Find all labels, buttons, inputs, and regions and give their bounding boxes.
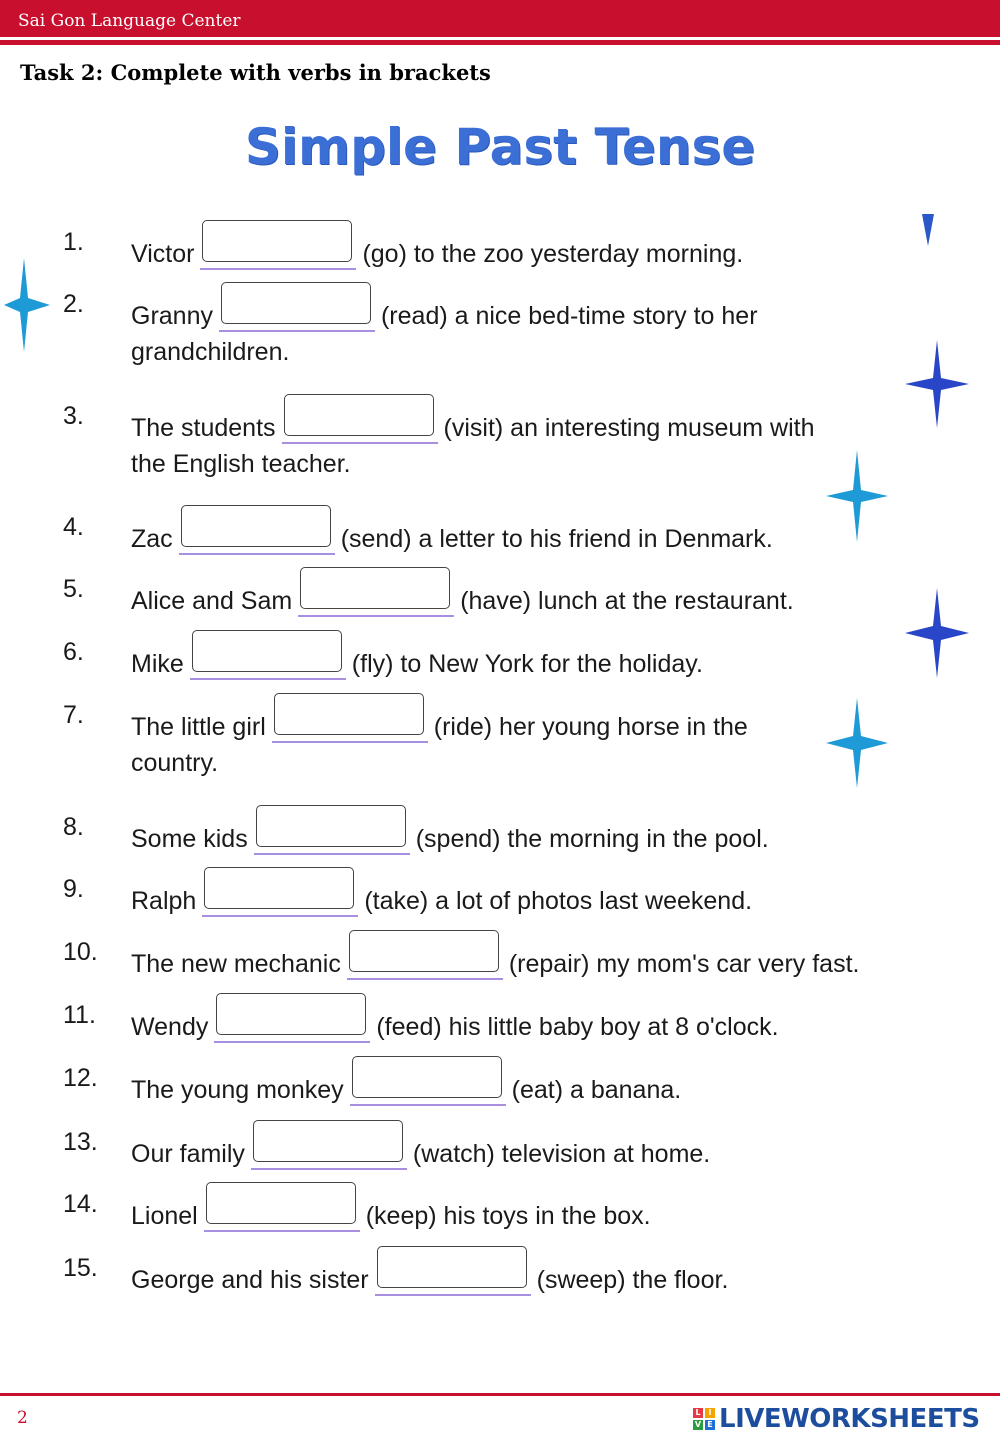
task-title: Task 2: Complete with verbs in brackets — [20, 60, 491, 85]
answer-underline — [200, 268, 356, 270]
answer-box[interactable] — [300, 567, 450, 609]
question-text — [131, 875, 752, 916]
question-subject: Our family — [131, 1140, 245, 1168]
answer-input[interactable] — [179, 513, 335, 553]
question-text — [131, 1064, 681, 1105]
question-text — [131, 513, 773, 554]
answer-input[interactable] — [350, 1064, 506, 1104]
question-subject: The little girl — [131, 713, 266, 741]
question-text — [131, 638, 703, 679]
answer-underline — [179, 553, 335, 555]
answer-box[interactable] — [284, 394, 434, 436]
answer-input[interactable] — [204, 1190, 360, 1230]
question-rest: (repair) my mom's car very fast. — [508, 950, 860, 978]
answer-underline — [190, 678, 346, 680]
question-rest: (ride) her young horse in the — [433, 713, 748, 741]
question-text — [131, 1254, 728, 1295]
question-rest: (watch) television at home. — [412, 1140, 711, 1168]
question-rest: (keep) his toys in the box. — [365, 1202, 651, 1230]
question-rest: (eat) a banana. — [511, 1076, 682, 1104]
question-text — [131, 228, 743, 269]
liveworksheets-logo — [693, 1404, 980, 1434]
question-number: 8. — [63, 813, 84, 841]
question-rest: (spend) the morning in the pool. — [415, 825, 769, 853]
footer-divider — [0, 1393, 1000, 1396]
question-number: 10. — [63, 938, 98, 966]
answer-box[interactable] — [274, 693, 424, 735]
question-number: 2. — [63, 290, 84, 318]
question-text — [131, 402, 815, 443]
answer-box[interactable] — [206, 1182, 356, 1224]
question-number: 4. — [63, 513, 84, 541]
worksheet-title: Simple Past Tense — [244, 118, 756, 176]
answer-box[interactable] — [256, 805, 406, 847]
star-icon — [826, 698, 888, 788]
answer-input[interactable] — [219, 290, 375, 330]
answer-box[interactable] — [377, 1246, 527, 1288]
question-number: 9. — [63, 875, 84, 903]
question-subject: Alice and Sam — [131, 587, 293, 615]
answer-input[interactable] — [214, 1001, 370, 1041]
star-icon — [918, 212, 938, 248]
answer-box[interactable] — [221, 282, 371, 324]
star-icon — [905, 340, 969, 428]
question-continuation: country. — [131, 749, 219, 777]
answer-box[interactable] — [352, 1056, 502, 1098]
header-divider — [0, 40, 1000, 45]
answer-underline — [350, 1104, 506, 1106]
logo-letter: L — [693, 1408, 703, 1418]
answer-underline — [202, 915, 358, 917]
question-text — [131, 938, 859, 979]
answer-underline — [251, 1168, 407, 1170]
question-text — [131, 575, 794, 616]
answer-underline — [254, 853, 410, 855]
question-rest: (take) a lot of photos last weekend. — [364, 887, 753, 915]
question-subject: The new mechanic — [131, 950, 341, 978]
question-text — [131, 1190, 651, 1231]
answer-underline — [204, 1230, 360, 1232]
answer-underline — [219, 330, 375, 332]
answer-underline — [347, 978, 503, 980]
answer-underline — [375, 1294, 531, 1296]
logo-text: LIVEWORKSHEETS — [719, 1404, 980, 1434]
answer-box[interactable] — [216, 993, 366, 1035]
question-continuation: the English teacher. — [131, 450, 351, 478]
star-icon — [4, 258, 50, 352]
answer-box[interactable] — [253, 1120, 403, 1162]
question-subject: Some kids — [131, 825, 248, 853]
answer-underline — [214, 1041, 370, 1043]
answer-input[interactable] — [272, 701, 428, 741]
question-number: 11. — [63, 1001, 96, 1029]
answer-underline — [298, 615, 454, 617]
answer-input[interactable] — [254, 813, 410, 853]
center-name: Sai Gon Language Center — [18, 11, 241, 31]
question-continuation: grandchildren. — [131, 338, 290, 366]
question-rest: (sweep) the floor. — [536, 1266, 729, 1294]
question-text — [131, 701, 748, 742]
question-rest: (feed) his little baby boy at 8 o'clock. — [376, 1013, 779, 1041]
question-number: 5. — [63, 575, 84, 603]
header-bar — [0, 0, 1000, 37]
question-subject: Zac — [131, 525, 173, 553]
answer-input[interactable] — [347, 938, 503, 978]
answer-box[interactable] — [204, 867, 354, 909]
question-number: 3. — [63, 402, 84, 430]
answer-box[interactable] — [181, 505, 331, 547]
question-number: 6. — [63, 638, 84, 666]
question-rest: (fly) to New York for the holiday. — [351, 650, 703, 678]
answer-box[interactable] — [202, 220, 352, 262]
question-number: 14. — [63, 1190, 98, 1218]
question-rest: (send) a letter to his friend in Denmark. — [340, 525, 773, 553]
answer-input[interactable] — [375, 1254, 531, 1294]
answer-underline — [272, 741, 428, 743]
question-rest: (have) lunch at the restaurant. — [460, 587, 794, 615]
question-text — [131, 1128, 710, 1169]
logo-letter: V — [694, 1420, 702, 1429]
question-subject: Mike — [131, 650, 184, 678]
answer-input[interactable] — [298, 575, 454, 615]
answer-input[interactable] — [202, 875, 358, 915]
question-subject: Lionel — [131, 1202, 198, 1230]
question-rest: (visit) an interesting museum with — [443, 414, 815, 442]
question-text — [131, 813, 769, 854]
answer-input[interactable] — [200, 228, 356, 268]
star-icon — [905, 588, 969, 678]
logo-letter: E — [705, 1420, 715, 1430]
question-text — [131, 1001, 779, 1042]
question-text — [131, 290, 758, 331]
question-subject: The students — [131, 414, 276, 442]
question-rest: (read) a nice bed-time story to her — [380, 302, 758, 330]
star-icon — [826, 450, 888, 542]
logo-letter: I — [705, 1408, 715, 1418]
answer-input[interactable] — [190, 638, 346, 678]
question-number: 13. — [63, 1128, 98, 1156]
question-subject: Ralph — [131, 887, 197, 915]
answer-underline — [282, 442, 438, 444]
question-rest: (go) to the zoo yesterday morning. — [362, 240, 744, 268]
answer-input[interactable] — [282, 402, 438, 442]
question-number: 15. — [63, 1254, 98, 1282]
answer-box[interactable] — [349, 930, 499, 972]
logo-mark-icon — [693, 1408, 715, 1430]
question-subject: Victor — [131, 240, 195, 268]
page-number: 2 — [17, 1408, 28, 1428]
question-subject: The young monkey — [131, 1076, 344, 1104]
question-subject: Granny — [131, 302, 213, 330]
answer-box[interactable] — [192, 630, 342, 672]
answer-input[interactable] — [251, 1128, 407, 1168]
question-number: 12. — [63, 1064, 98, 1092]
question-number: 7. — [63, 701, 84, 729]
question-subject: George and his sister — [131, 1266, 369, 1294]
question-number: 1. — [63, 228, 84, 256]
question-subject: Wendy — [131, 1013, 209, 1041]
